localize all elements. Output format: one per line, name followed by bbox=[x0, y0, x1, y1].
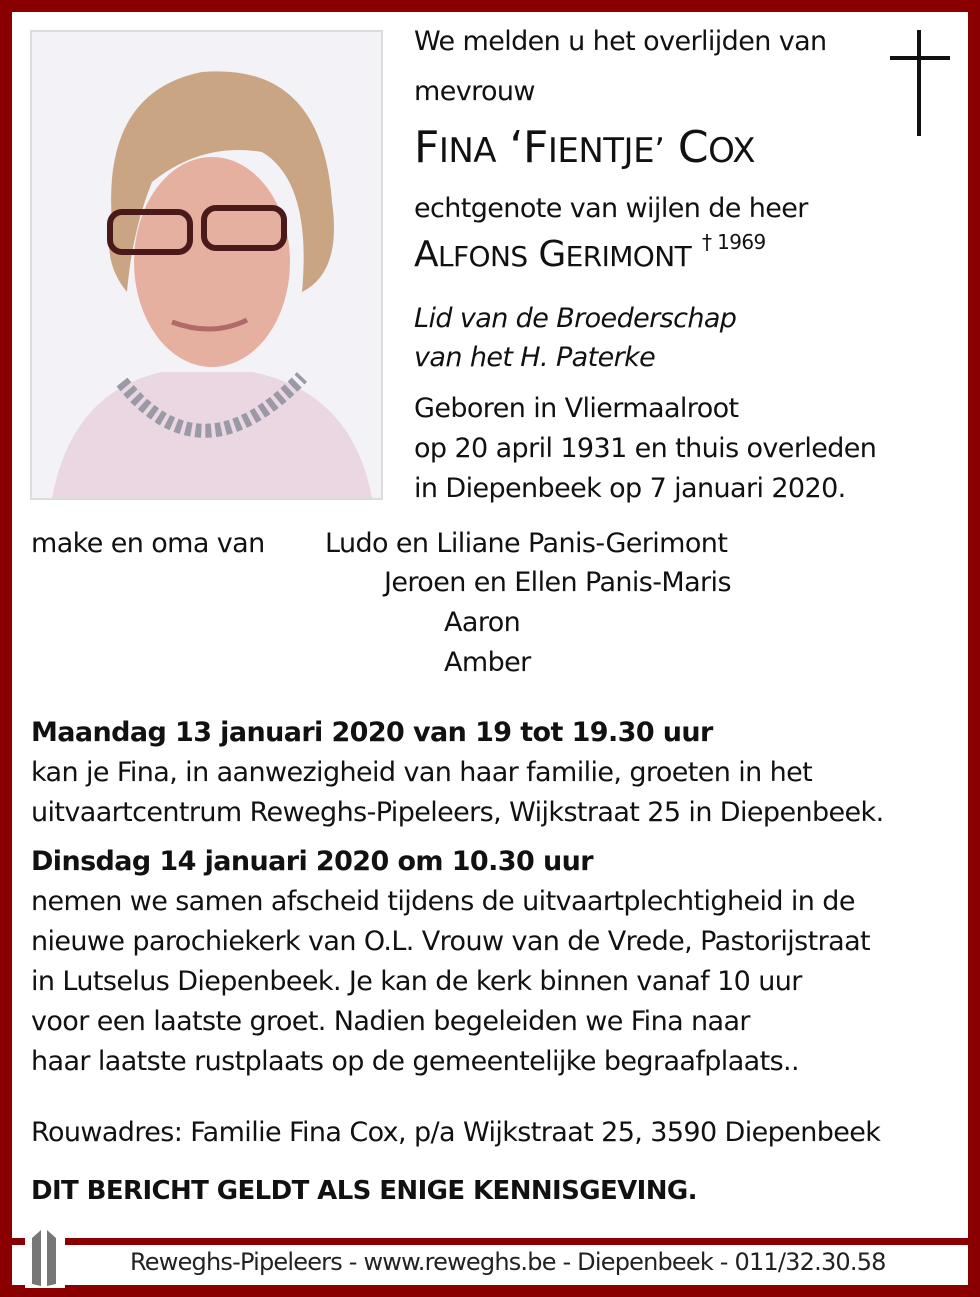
bottom-border bbox=[0, 1285, 980, 1297]
visitation-line: kan je Fina, in aanwezigheid van haar familie, groeten in het bbox=[31, 757, 813, 788]
funeral-line: nieuwe parochiekerk van O.L. Vrouw van de Vrede, Pastorijstraat bbox=[31, 926, 871, 957]
notice-text: DIT BERICHT GELDT ALS ENIGE KENNISGEVING. bbox=[31, 1176, 697, 1206]
visitation-line: uitvaartcentrum Reweghs-Pipeleers, Wijkstraat 25 in Diepenbeek. bbox=[31, 797, 884, 828]
spouse-line: echtgenote van wijlen de heer bbox=[414, 193, 808, 224]
family-member: Aaron bbox=[444, 607, 521, 638]
intro-text: We melden u het overlijden van bbox=[414, 26, 827, 57]
title-prefix: mevrouw bbox=[414, 76, 535, 107]
visitation-heading: Maandag 13 januari 2020 van 19 tot 19.30 uur bbox=[31, 717, 713, 748]
footer-contact: Reweghs-Pipeleers - www.reweghs.be - Diepenbeek - 011/32.30.58 bbox=[130, 1248, 886, 1276]
funeral-line: nemen we samen afscheid tijdens de uitvaartplechtigheid in de bbox=[31, 886, 855, 917]
spouse-name: ALFONS GERIMONT $^{\dagger 1969}$ bbox=[414, 230, 766, 275]
membership-line: van het H. Paterke bbox=[414, 342, 656, 373]
funeral-home-logo-icon bbox=[25, 1228, 65, 1288]
family-label: make en oma van bbox=[31, 528, 265, 559]
birth-line: Geboren in Vliermaalroot bbox=[414, 393, 739, 424]
funeral-line: haar laatste rustplaats op de gemeentelijke begraafplaats.. bbox=[31, 1046, 800, 1077]
membership-line: Lid van de Broederschap bbox=[414, 303, 737, 334]
spouse-death-year: † 1969 bbox=[701, 230, 766, 254]
family-member: Jeroen en Ellen Panis-Maris bbox=[384, 567, 731, 598]
deceased-name: FINA ‘FIENTJE’ COX bbox=[414, 122, 755, 173]
family-member: Amber bbox=[444, 647, 531, 678]
portrait-photo bbox=[30, 30, 383, 500]
mourning-address: Rouwadres: Familie Fina Cox, p/a Wijkstraat 25, 3590 Diepenbeek bbox=[31, 1117, 881, 1148]
funeral-line: in Lutselus Diepenbeek. Je kan de kerk binnen vanaf 10 uur bbox=[31, 966, 802, 997]
funeral-line: voor een laatste groet. Nadien begeleiden we Fina naar bbox=[31, 1006, 750, 1037]
birth-line: in Diepenbeek op 7 januari 2020. bbox=[414, 473, 846, 504]
birth-line: op 20 april 1931 en thuis overleden bbox=[414, 433, 877, 464]
footer-divider bbox=[12, 1238, 968, 1245]
family-member: Ludo en Liliane Panis-Gerimont bbox=[325, 528, 728, 559]
cross-icon bbox=[890, 30, 950, 136]
funeral-heading: Dinsdag 14 januari 2020 om 10.30 uur bbox=[31, 846, 593, 877]
